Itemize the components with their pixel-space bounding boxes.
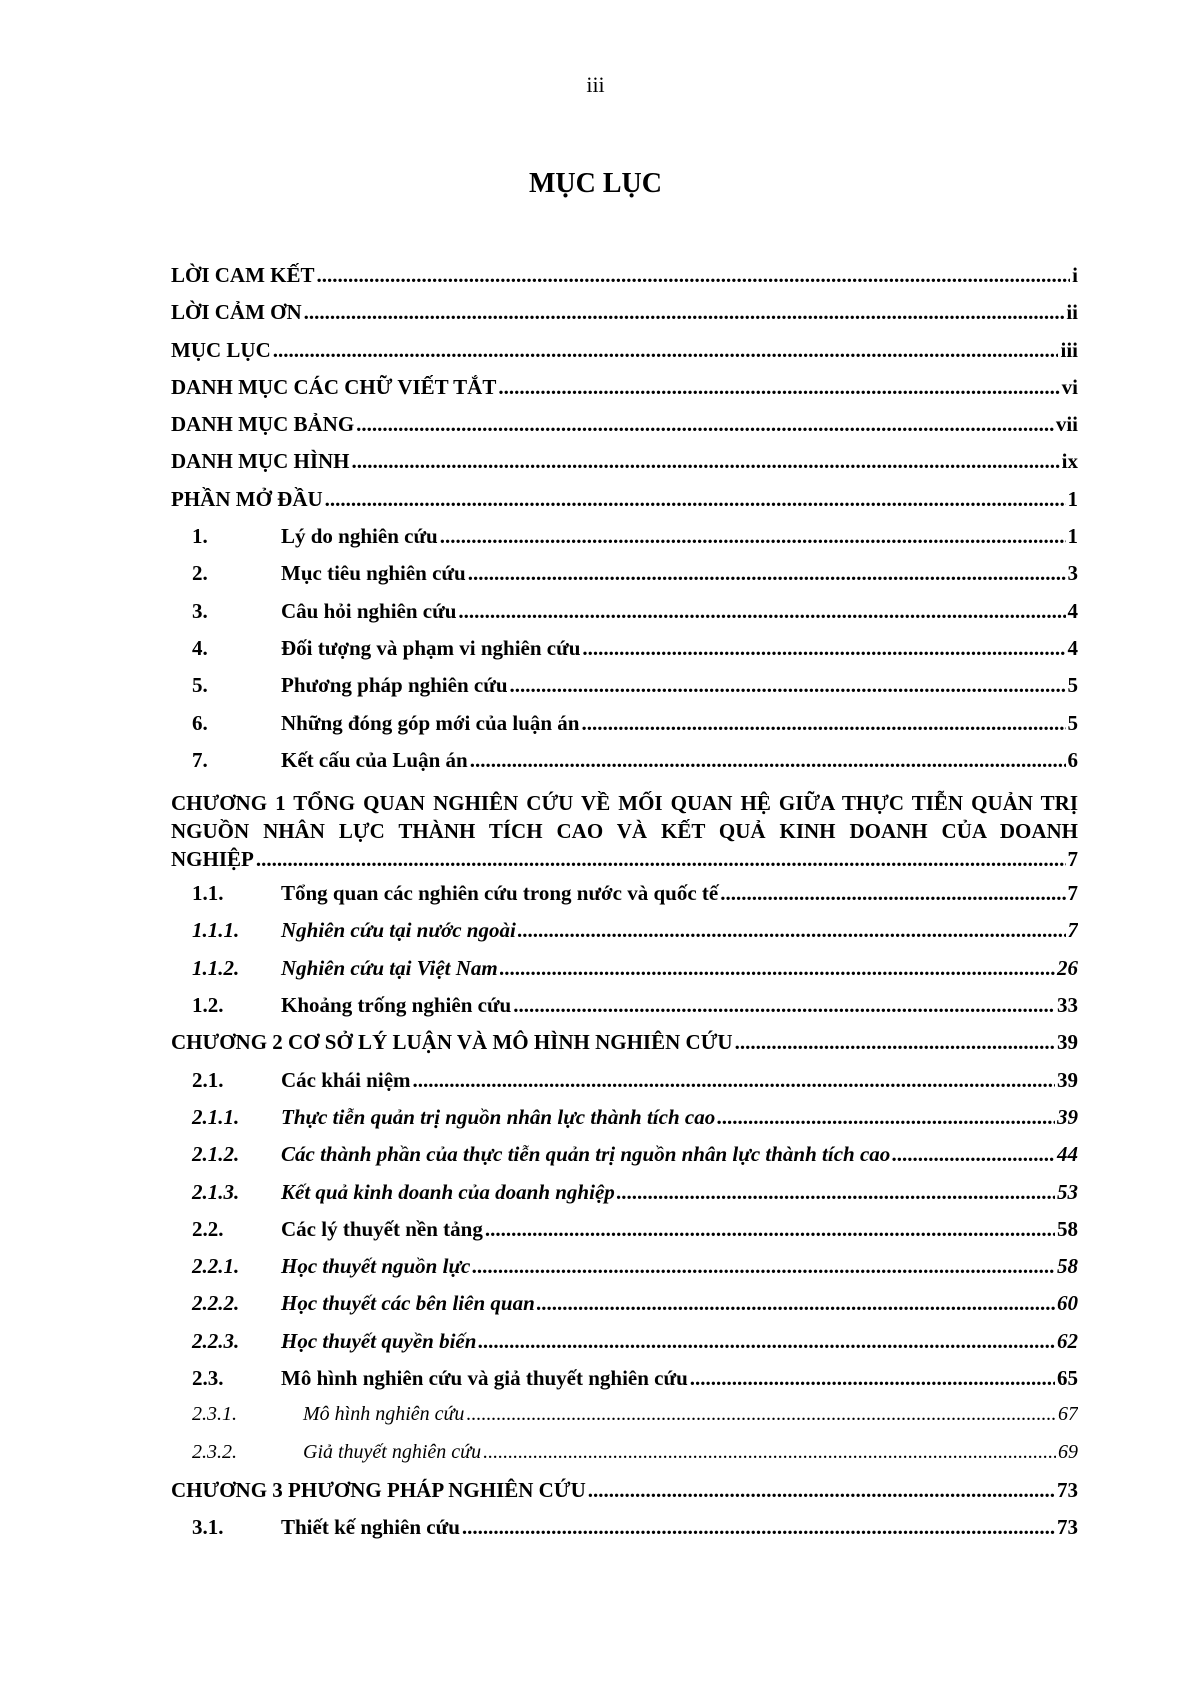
toc-entry-page: i — [1072, 263, 1078, 287]
toc-entry-title: LỜI CẢM ƠN — [171, 300, 302, 325]
dot-leader — [510, 673, 1066, 698]
dot-leader — [325, 487, 1066, 512]
toc-entry-page: 1 — [1067, 524, 1078, 549]
toc-entry[interactable] — [171, 1403, 1078, 1440]
toc-entry-title: Phương pháp nghiên cứu — [281, 673, 508, 698]
toc-entry[interactable] — [171, 748, 1078, 785]
toc-entry-title: DANH MỤC BẢNG — [171, 412, 355, 437]
toc-entry-number: 3. — [192, 598, 208, 623]
toc-entry-number: 1.1.1. — [192, 918, 240, 943]
chapter-1-page: 7 — [1067, 847, 1078, 872]
dot-leader — [468, 561, 1066, 586]
toc-entry-page: 53 — [1057, 1179, 1078, 1204]
toc-entry-page: vii — [1055, 412, 1078, 437]
toc-entry-title: Các thành phần của thực tiễn quản trị nguồn nhân lực thành tích cao — [281, 1142, 891, 1167]
toc-group-chapters — [171, 881, 1078, 1552]
toc-entry-title: Mục tiêu nghiên cứu — [281, 561, 466, 586]
toc-entry-title: Đối tượng và phạm vi nghiên cứu — [281, 635, 581, 660]
toc-entry[interactable] — [171, 1105, 1078, 1142]
chapter-1-title-line-1: CHƯƠNG 1 TỔNG QUAN NGHIÊN CỨU VỀ MỐI QUAN HỆ GIỮA THỰC TIỄN QUẢN TRỊ — [171, 791, 1078, 816]
toc-entry-page: 1 — [1067, 486, 1078, 511]
toc-entry[interactable] — [171, 1515, 1078, 1552]
toc-entry-number: 2.3. — [192, 1366, 224, 1391]
dot-leader — [717, 1105, 1055, 1130]
table-of-contents — [171, 263, 1078, 1553]
toc-entry-number: 1. — [192, 524, 208, 549]
toc-entry-number: 1.1. — [192, 881, 224, 906]
toc-heading: MỤC LỤC — [529, 168, 662, 199]
toc-entry-title: Thực tiễn quản trị nguồn nhân lực thành tích cao — [281, 1104, 716, 1129]
dot-leader — [485, 1217, 1055, 1242]
toc-entry[interactable] — [171, 918, 1078, 955]
toc-entry[interactable] — [171, 561, 1078, 598]
toc-entry-number: 2.2.3. — [192, 1328, 240, 1353]
toc-entry-page: 3 — [1067, 561, 1078, 586]
toc-entry-title: Kết cấu của Luận án — [281, 747, 468, 772]
toc-entry-title: CHƯƠNG 2 CƠ SỞ LÝ LUẬN VÀ MÔ HÌNH NGHIÊN CỨU — [171, 1030, 733, 1055]
toc-entry-page: 58 — [1057, 1216, 1078, 1241]
toc-entry-title: Mô hình nghiên cứu và giả thuyết nghiên cứu — [281, 1366, 688, 1391]
toc-entry-number: 2.3.2. — [192, 1440, 237, 1463]
toc-entry-chapter-1[interactable] — [171, 789, 1078, 873]
toc-entry-page: 73 — [1057, 1515, 1078, 1540]
dot-leader — [720, 881, 1065, 906]
page-number: iii — [586, 72, 605, 97]
dot-leader — [458, 599, 1065, 624]
dot-leader — [356, 412, 1054, 437]
toc-entry[interactable] — [171, 599, 1078, 636]
dot-leader — [304, 300, 1065, 325]
dot-leader — [413, 1068, 1055, 1093]
toc-entry[interactable] — [171, 636, 1078, 673]
toc-entry-title: Học thuyết các bên liên quan — [281, 1291, 535, 1316]
toc-entry-page: 60 — [1057, 1291, 1078, 1316]
toc-entry-number: 4. — [192, 635, 208, 660]
toc-entry-page: 73 — [1057, 1477, 1078, 1502]
toc-entry[interactable] — [171, 449, 1078, 486]
toc-entry[interactable] — [171, 1030, 1078, 1067]
toc-entry-title: PHẦN MỞ ĐẦU — [171, 486, 323, 511]
toc-entry[interactable] — [171, 1180, 1078, 1217]
toc-entry-page: 7 — [1067, 918, 1078, 943]
toc-entry-number: 2. — [192, 561, 208, 586]
dot-leader — [317, 263, 1071, 288]
toc-group-front-matter — [171, 263, 1078, 785]
toc-entry[interactable] — [171, 1217, 1078, 1254]
toc-entry-number: 2.2.2. — [192, 1291, 240, 1316]
toc-entry[interactable] — [171, 956, 1078, 993]
toc-entry-title: Giả thuyết nghiên cứu — [303, 1440, 482, 1463]
toc-entry-page: 58 — [1057, 1254, 1078, 1279]
dot-leader — [537, 1291, 1055, 1316]
toc-entry-title: DANH MỤC HÌNH — [171, 449, 350, 474]
toc-entry-page: 69 — [1058, 1440, 1078, 1463]
toc-entry-number: 6. — [192, 710, 208, 735]
toc-entry-title: Câu hỏi nghiên cứu — [281, 598, 457, 623]
toc-entry-title: CHƯƠNG 3 PHƯƠNG PHÁP NGHIÊN CỨU — [171, 1477, 586, 1502]
dot-leader — [256, 845, 1066, 873]
toc-entry[interactable] — [171, 1366, 1078, 1403]
toc-entry-title: Khoảng trống nghiên cứu — [281, 993, 512, 1018]
toc-entry-page: 6 — [1067, 747, 1078, 772]
toc-entry-title: Những đóng góp mới của luận án — [281, 710, 580, 735]
toc-entry[interactable] — [171, 1441, 1078, 1478]
toc-entry-page: 4 — [1067, 598, 1078, 623]
toc-entry-page: 67 — [1058, 1403, 1078, 1426]
toc-entry-page: 7 — [1067, 881, 1078, 906]
dot-leader — [582, 636, 1065, 661]
toc-entry[interactable] — [171, 375, 1078, 412]
toc-entry[interactable] — [171, 300, 1078, 337]
toc-entry-number: 2.1. — [192, 1067, 224, 1092]
dot-leader — [478, 1329, 1055, 1354]
toc-entry-number: 2.1.3. — [192, 1179, 240, 1204]
dot-leader — [892, 1142, 1055, 1167]
toc-entry-title: Học thuyết quyền biến — [281, 1328, 477, 1353]
toc-entry-page: vi — [1061, 374, 1078, 399]
toc-entry[interactable] — [171, 338, 1078, 375]
dot-leader — [352, 449, 1060, 474]
dot-leader — [735, 1030, 1055, 1055]
toc-entry[interactable] — [171, 711, 1078, 748]
dot-leader — [462, 1515, 1055, 1540]
toc-entry-page: 39 — [1057, 1067, 1078, 1092]
toc-entry-page: 4 — [1067, 635, 1078, 660]
toc-entry-title: Nghiên cứu tại nước ngoài — [281, 918, 516, 943]
toc-entry[interactable] — [171, 1068, 1078, 1105]
toc-entry[interactable] — [171, 263, 1078, 300]
dot-leader — [582, 711, 1066, 736]
toc-entry[interactable] — [171, 1329, 1078, 1366]
toc-entry-page: ii — [1066, 300, 1078, 325]
dot-leader — [440, 524, 1066, 549]
chapter-1-title-line-3: NGHIỆP — [171, 847, 254, 872]
toc-entry-page: 39 — [1057, 1030, 1078, 1055]
toc-entry-page: 44 — [1057, 1142, 1078, 1167]
toc-entry[interactable] — [171, 1142, 1078, 1179]
toc-entry[interactable] — [171, 412, 1078, 449]
dot-leader — [466, 1403, 1056, 1426]
toc-entry-title: Các khái niệm — [281, 1067, 411, 1092]
toc-entry-title: Lý do nghiên cứu — [281, 524, 438, 549]
dot-leader — [498, 375, 1059, 400]
toc-entry-title: Nghiên cứu tại Việt Nam — [281, 955, 498, 980]
toc-entry-number: 1.2. — [192, 993, 224, 1018]
dot-leader — [273, 338, 1059, 363]
toc-entry-number: 2.1.2. — [192, 1142, 240, 1167]
toc-entry[interactable] — [171, 673, 1078, 710]
toc-entry-title: Các lý thuyết nền tảng — [281, 1216, 483, 1241]
toc-entry-number: 1.1.2. — [192, 955, 240, 980]
dot-leader — [690, 1366, 1055, 1391]
toc-entry-title: Kết quả kinh doanh của doanh nghiệp — [281, 1179, 615, 1204]
toc-entry-title: Mô hình nghiên cứu — [303, 1403, 465, 1426]
toc-entry-page: 5 — [1067, 710, 1078, 735]
toc-entry-page: 33 — [1057, 993, 1078, 1018]
chapter-1-title-line-2: NGUỒN NHÂN LỰC THÀNH TÍCH CAO VÀ KẾT QUẢ KINH DOANH CỦA DOANH — [171, 819, 1078, 844]
toc-entry-title: MỤC LỤC — [171, 337, 271, 362]
toc-entry-number: 5. — [192, 673, 208, 698]
toc-entry-page: 39 — [1057, 1104, 1078, 1129]
toc-entry-page: 62 — [1057, 1328, 1078, 1353]
toc-entry[interactable] — [171, 993, 1078, 1030]
toc-entry[interactable] — [171, 1478, 1078, 1515]
toc-entry[interactable] — [171, 881, 1078, 918]
toc-entry-title: DANH MỤC CÁC CHỮ VIẾT TẮT — [171, 374, 497, 399]
toc-entry-title: Tổng quan các nghiên cứu trong nước và quốc tế — [281, 881, 719, 906]
dot-leader — [513, 993, 1055, 1018]
toc-entry-number: 3.1. — [192, 1515, 224, 1540]
toc-entry[interactable] — [171, 487, 1078, 524]
toc-entry-title: Thiết kế nghiên cứu — [281, 1515, 460, 1540]
toc-entry-number: 2.1.1. — [192, 1104, 240, 1129]
toc-entry-page: 26 — [1057, 955, 1078, 980]
dot-leader — [483, 1441, 1056, 1464]
toc-entry-page: 5 — [1067, 673, 1078, 698]
dot-leader — [500, 956, 1055, 981]
toc-entry[interactable] — [171, 1291, 1078, 1328]
dot-leader — [588, 1478, 1055, 1503]
toc-entry-page: ix — [1061, 449, 1078, 474]
dot-leader — [518, 918, 1066, 943]
toc-entry-number: 2.2.1. — [192, 1254, 240, 1279]
toc-entry-page: iii — [1060, 337, 1078, 362]
toc-entry-title: Học thuyết nguồn lực — [281, 1254, 471, 1279]
dot-leader — [617, 1180, 1055, 1205]
dot-leader — [472, 1254, 1055, 1279]
toc-entry-number: 2.2. — [192, 1216, 224, 1241]
toc-entry-number: 7. — [192, 747, 208, 772]
dot-leader — [470, 748, 1066, 773]
toc-entry-number: 2.3.1. — [192, 1403, 237, 1426]
toc-entry[interactable] — [171, 524, 1078, 561]
toc-entry-title: LỜI CAM KẾT — [171, 263, 315, 287]
toc-entry-page: 65 — [1057, 1366, 1078, 1391]
toc-entry[interactable] — [171, 1254, 1078, 1291]
